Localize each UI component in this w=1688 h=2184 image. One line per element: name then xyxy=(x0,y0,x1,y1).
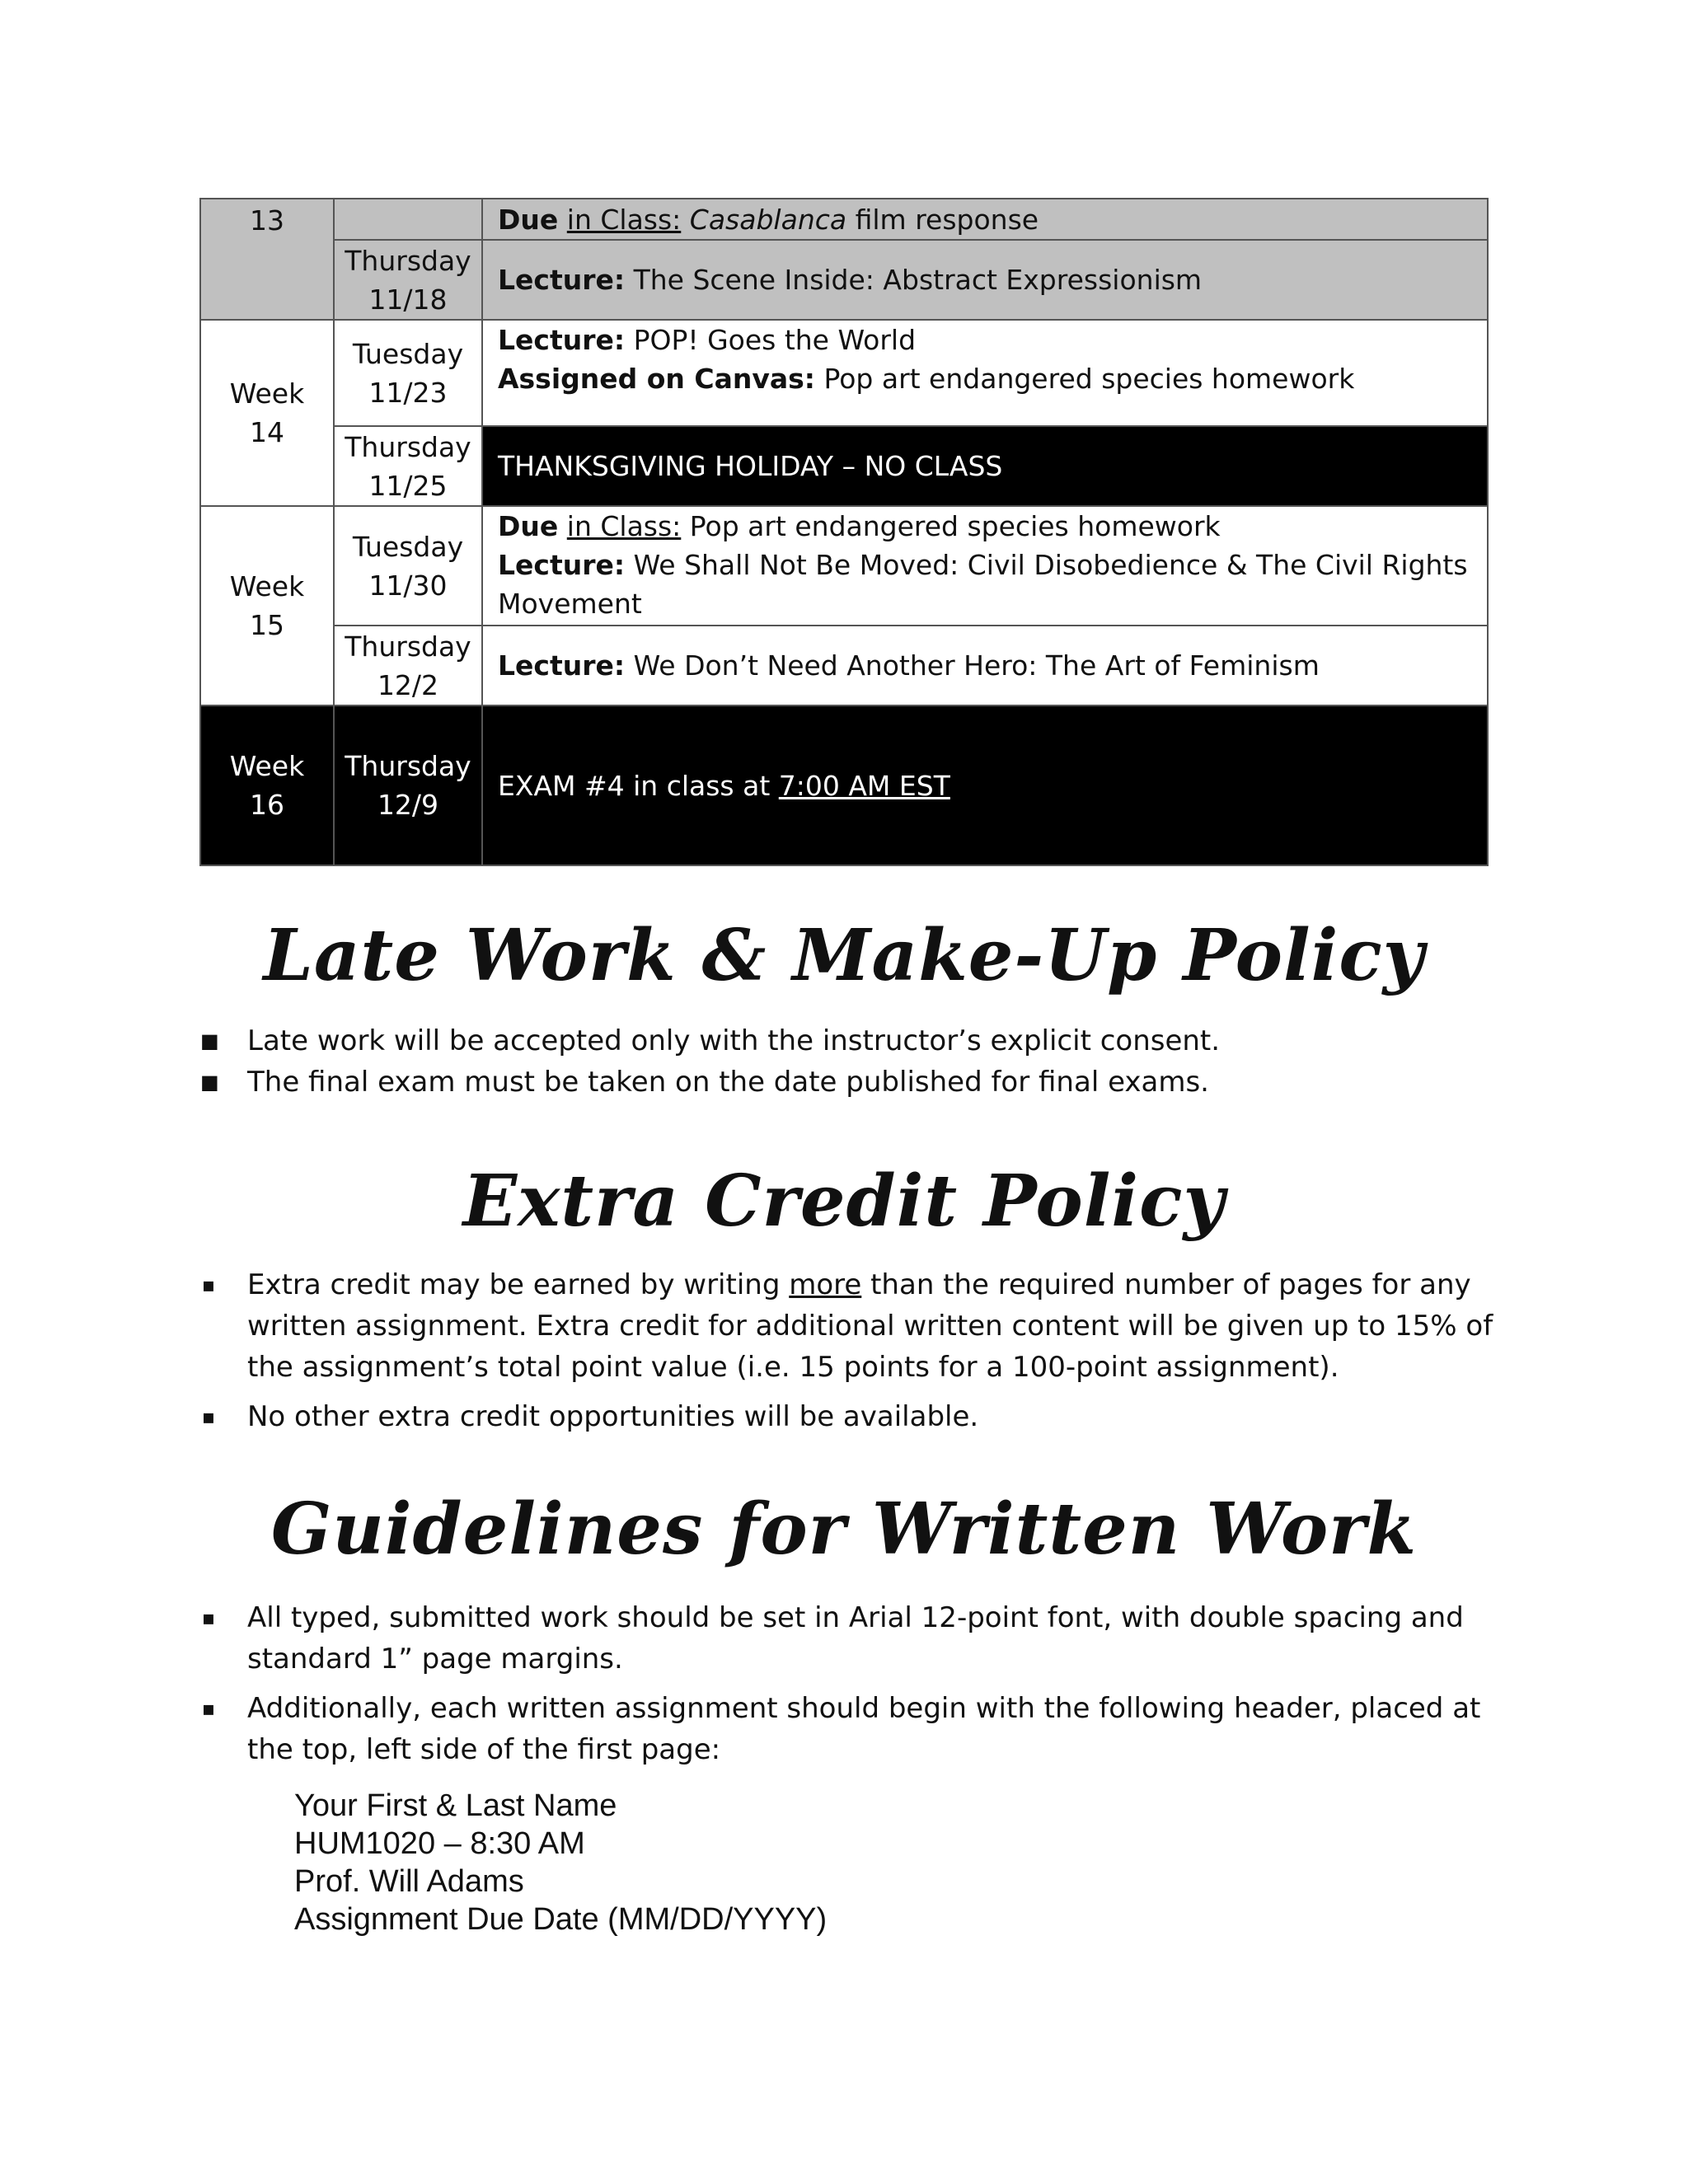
description-cell xyxy=(482,199,1488,240)
bullet-icon: ▪ xyxy=(201,1606,216,1629)
table-row xyxy=(200,705,1488,865)
due-description: Pop art endangered species homework xyxy=(681,510,1221,542)
list-item-text: No other extra credit opportunities will be available. xyxy=(247,1400,979,1433)
late-work-heading: Late Work & Make-Up Policy xyxy=(263,914,1425,997)
description-cell xyxy=(482,506,1488,626)
table-row xyxy=(200,320,1488,426)
assignment-header-example xyxy=(294,1787,827,1938)
table-row xyxy=(200,626,1488,705)
exam-text: EXAM #4 in class at xyxy=(498,769,779,802)
date-cell xyxy=(334,240,482,320)
lecture-label: Lecture: xyxy=(498,649,626,682)
bullet-icon: ▪ xyxy=(201,1697,216,1720)
week-number: 16 xyxy=(250,789,284,821)
week-cell xyxy=(200,506,334,705)
extra-credit-list xyxy=(201,1264,1500,1446)
list-item xyxy=(201,1396,1500,1437)
lecture-title: We Shall Not Be Moved: Civil Disobedience & The Civil Rights Movement xyxy=(498,549,1468,620)
table-row xyxy=(200,240,1488,320)
table-row xyxy=(200,506,1488,626)
date-number: 12/9 xyxy=(377,789,439,821)
bullet-icon: ■ xyxy=(200,1071,219,1094)
date-day: Thursday xyxy=(345,750,471,782)
date-cell xyxy=(334,426,482,506)
written-work-list xyxy=(201,1597,1500,1779)
week-label: Week xyxy=(229,750,305,782)
header-professor-line: Prof. Will Adams xyxy=(294,1864,524,1899)
table-row xyxy=(200,199,1488,240)
list-item-text: Extra credit may be earned by writing xyxy=(247,1268,790,1301)
bullet-icon: ▪ xyxy=(201,1273,216,1296)
list-item xyxy=(201,1264,1500,1388)
lecture-title: The Scene Inside: Abstract Expressionism xyxy=(625,264,1203,296)
description-cell xyxy=(482,240,1488,320)
list-item-text: Late work will be accepted only with the instructor’s explicit consent. xyxy=(247,1024,1221,1057)
week-number: 15 xyxy=(250,609,284,641)
date-number: 11/25 xyxy=(368,469,448,502)
date-number: 12/2 xyxy=(377,668,439,701)
table-row xyxy=(200,426,1488,506)
list-item-text: All typed, submitted work should be set in Arial 12-point font, with double spacing and standard 1” page margins. xyxy=(247,1601,1464,1675)
date-cell xyxy=(334,626,482,705)
date-day: Thursday xyxy=(345,244,471,277)
due-label: Due xyxy=(498,203,559,236)
date-day: Tuesday xyxy=(352,337,464,370)
week-cell xyxy=(200,320,334,506)
late-work-list xyxy=(200,1020,1500,1103)
lecture-title: POP! Goes the World xyxy=(625,324,917,356)
film-title: Casablanca xyxy=(689,203,847,236)
due-location: in Class: xyxy=(566,203,682,236)
lecture-label: Lecture: xyxy=(498,264,626,296)
date-day: Thursday xyxy=(345,630,471,663)
week-number: 13 xyxy=(250,204,284,237)
list-item xyxy=(200,1062,1500,1103)
date-cell xyxy=(334,705,482,865)
due-location: in Class: xyxy=(566,510,682,542)
list-item-text: The final exam must be taken on the date published for final exams. xyxy=(247,1066,1209,1099)
assigned-label: Assigned on Canvas: xyxy=(498,363,815,395)
holiday-text: THANKSGIVING HOLIDAY – NO CLASS xyxy=(498,450,1003,482)
extra-credit-heading: Extra Credit Policy xyxy=(462,1160,1226,1243)
lecture-title: We Don’t Need Another Hero: The Art of Feminism xyxy=(625,649,1320,682)
exam-banner xyxy=(482,705,1488,865)
date-cell xyxy=(334,506,482,626)
lecture-label: Lecture: xyxy=(498,324,626,356)
header-name-line: Your First & Last Name xyxy=(294,1788,617,1823)
emphasis-text: more xyxy=(789,1268,862,1301)
week-cell xyxy=(200,199,334,320)
due-label: Due xyxy=(498,510,559,542)
header-course-line: HUM1020 – 8:30 AM xyxy=(294,1826,585,1861)
date-number: 11/18 xyxy=(368,283,448,316)
date-day: Tuesday xyxy=(352,530,464,563)
list-item xyxy=(201,1688,1500,1770)
week-cell xyxy=(200,705,334,865)
date-day: Thursday xyxy=(345,430,471,463)
date-cell xyxy=(334,320,482,426)
assignment-title: Pop art endangered species homework xyxy=(815,363,1355,395)
lecture-label: Lecture: xyxy=(498,549,626,581)
bullet-icon: ▪ xyxy=(201,1405,216,1428)
list-item-text: Additionally, each written assignment should begin with the following header, placed at the top, left side of the first page: xyxy=(247,1692,1481,1766)
description-cell xyxy=(482,626,1488,705)
holiday-banner xyxy=(482,426,1488,506)
due-description: film response xyxy=(846,203,1039,236)
list-item xyxy=(201,1597,1500,1680)
week-number: 14 xyxy=(250,416,284,448)
exam-time: 7:00 AM EST xyxy=(778,769,950,802)
description-cell xyxy=(482,320,1488,426)
week-label: Week xyxy=(229,570,305,602)
list-item xyxy=(200,1020,1500,1062)
list-item-text-continued: than the required number of pages for any written assignment. Extra credit for additional written content will be given up to 15% of the assignment’s total point value (i.e. 15 points for a 100-point assignment). xyxy=(247,1268,1493,1384)
header-date-line: Assignment Due Date (MM/DD/YYYY) xyxy=(294,1902,828,1937)
course-schedule-table xyxy=(199,198,1489,866)
date-number: 11/30 xyxy=(368,569,448,602)
written-work-heading: Guidelines for Written Work xyxy=(270,1488,1418,1571)
date-cell xyxy=(334,199,482,240)
date-number: 11/23 xyxy=(368,376,448,409)
bullet-icon: ■ xyxy=(200,1029,219,1052)
week-label: Week xyxy=(229,377,305,410)
